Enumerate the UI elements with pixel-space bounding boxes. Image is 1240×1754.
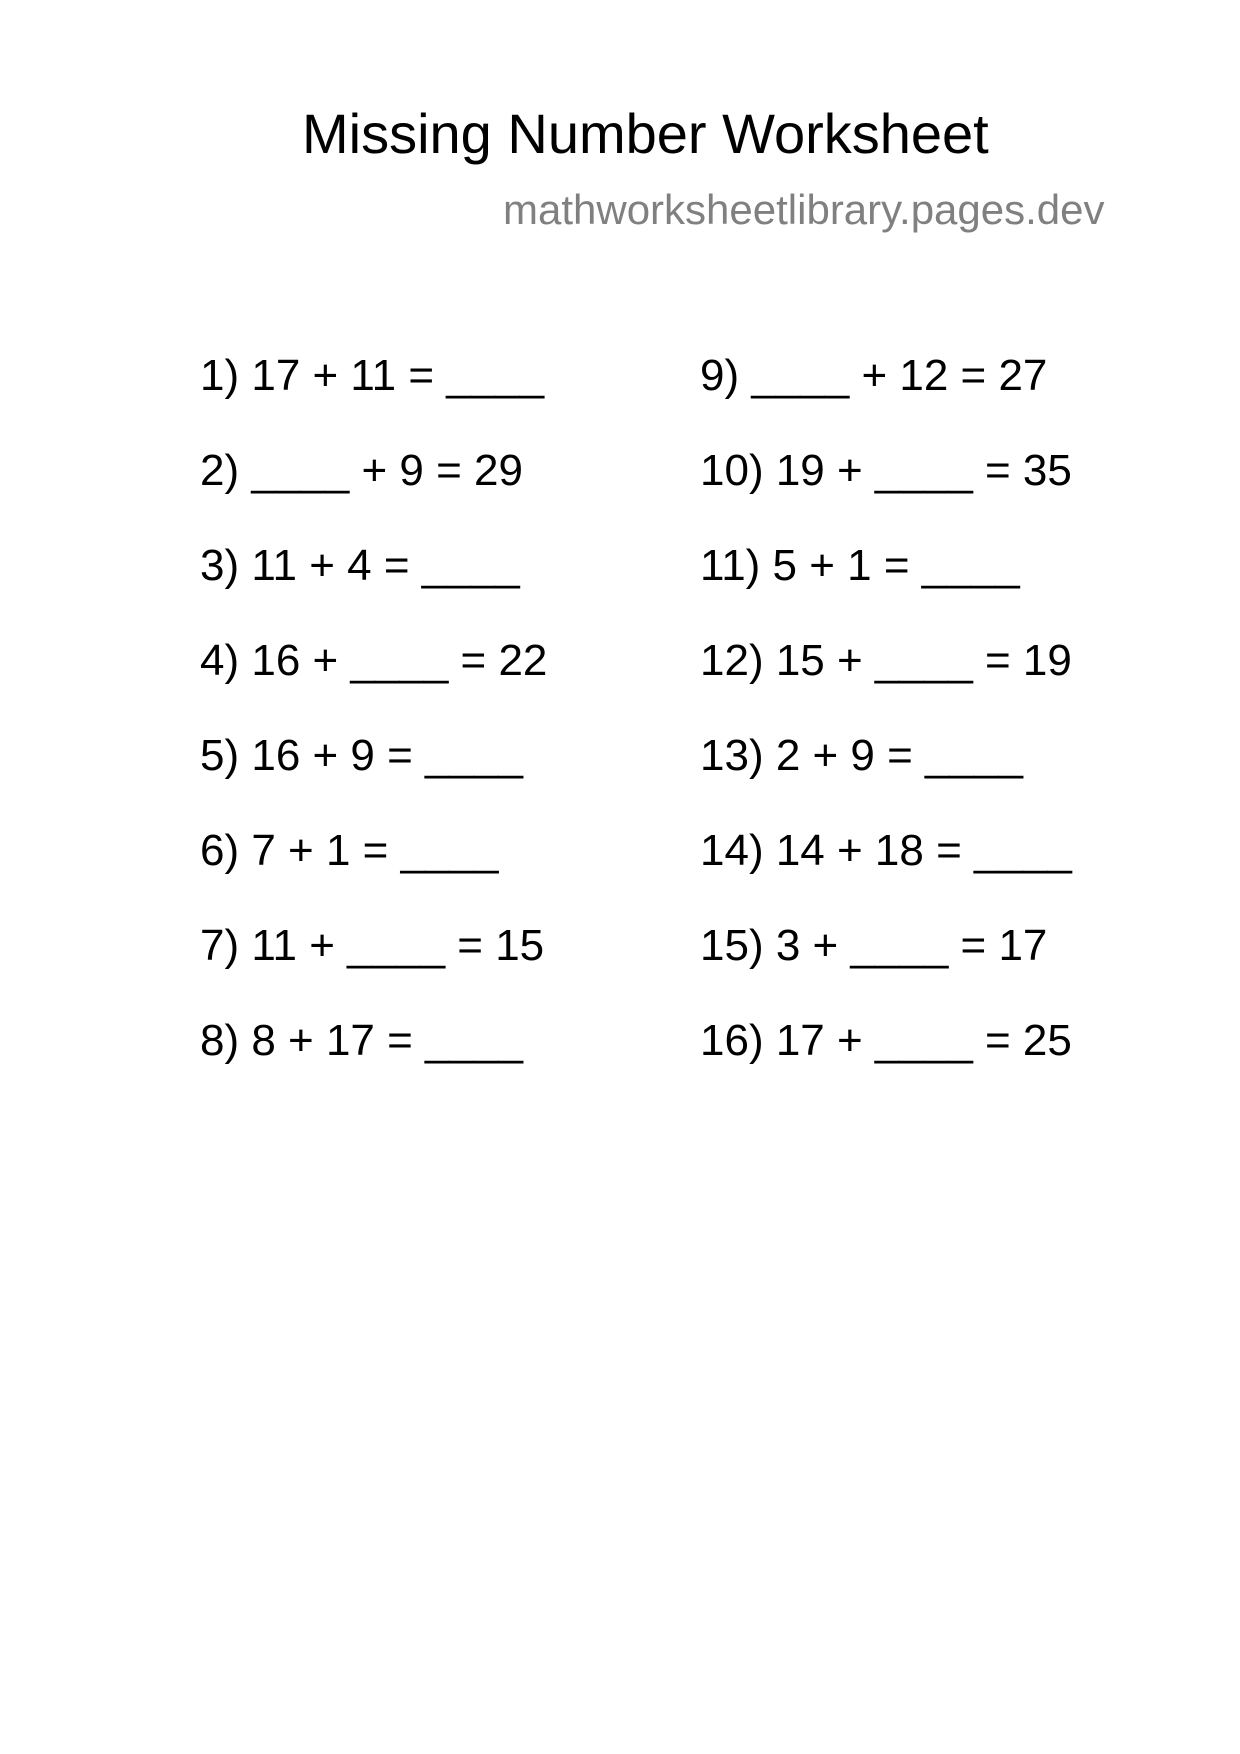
- problem-1: 1) 17 + 11 = ____: [200, 351, 545, 400]
- page-title: Missing Number Worksheet: [302, 102, 989, 165]
- problem-8: 8) 8 + 17 = ____: [200, 1016, 523, 1065]
- problem-4: 4) 16 + ____ = 22: [200, 636, 548, 685]
- problem-2: 2) ____ + 9 = 29: [200, 446, 523, 495]
- problem-3: 3) 11 + 4 = ____: [200, 541, 520, 590]
- problem-column-right: [700, 348, 1072, 1108]
- problem-10: 10) 19 + ____ = 35: [700, 446, 1072, 495]
- problem-5: 5) 16 + 9 = ____: [200, 731, 523, 780]
- problem-13: 13) 2 + 9 = ____: [700, 731, 1023, 780]
- problem-6: 6) 7 + 1 = ____: [200, 826, 499, 875]
- problem-11: 11) 5 + 1 = ____: [700, 541, 1020, 590]
- problem-column-left: [200, 348, 547, 1108]
- problem-14: 14) 14 + 18 = ____: [700, 826, 1072, 875]
- problem-15: 15) 3 + ____ = 17: [700, 921, 1048, 970]
- source-url: mathworksheetlibrary.pages.dev: [503, 186, 1105, 233]
- problem-7: 7) 11 + ____ = 15: [200, 921, 545, 970]
- problem-16: 16) 17 + ____ = 25: [700, 1016, 1072, 1065]
- problem-9: 9) ____ + 12 = 27: [700, 351, 1048, 400]
- problem-12: 12) 15 + ____ = 19: [700, 636, 1072, 685]
